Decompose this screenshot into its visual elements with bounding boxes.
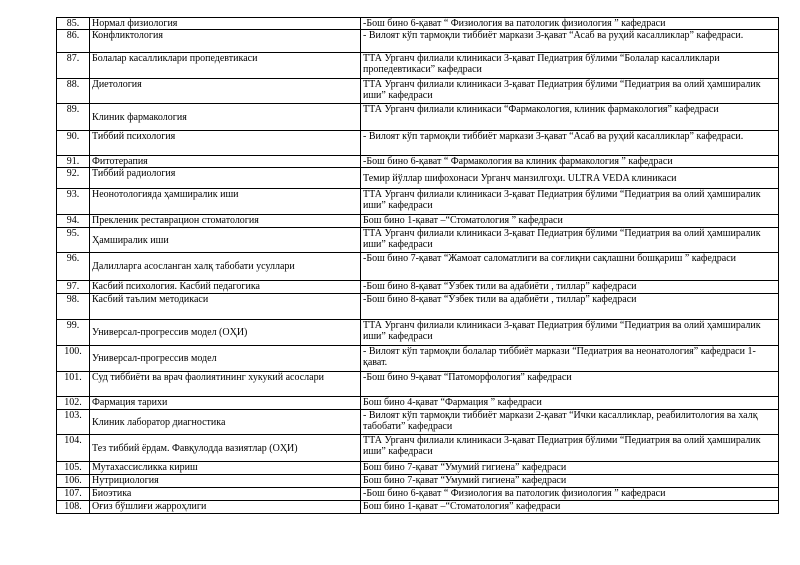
table-row <box>57 372 779 397</box>
location-text: ТТА Урганч филиали клиникаси 3-қават Педиатрия бўлими “Педиатрия ва олий ҳамширалик иши” кафедраси <box>361 228 779 253</box>
location-text: ТТА Урганч филиали клиникаси 3-қават Педиатрия бўлими “Педиатрия ва олий ҳамширалик иши” кафедраси <box>361 79 779 104</box>
table-row <box>57 189 779 215</box>
subject-name: Болалар касалликлари пропедевтикаси <box>90 53 361 79</box>
table-row <box>57 156 779 168</box>
row-number: 86. <box>57 30 90 53</box>
table-row <box>57 18 779 30</box>
table-row <box>57 346 779 372</box>
table-row <box>57 168 779 189</box>
subject-name: Диетология <box>90 79 361 104</box>
row-number: 100. <box>57 346 90 372</box>
subject-name: Мутахассисликка кириш <box>90 462 361 475</box>
table-row <box>57 79 779 104</box>
location-text: -Бош бино 8-қават “Ўзбек тили ва адабиёти , тиллар” кафедраси <box>361 294 779 320</box>
subject-name: Касбий таълим методикаси <box>90 294 361 320</box>
row-number: 89. <box>57 104 90 131</box>
table-row <box>57 435 779 462</box>
subject-name: Далилларга асосланган халқ табобати усуллари <box>90 253 361 281</box>
location-text: -Бош бино 7-қават “Жамоат саломатлиги ва соғлиқни сақлашни бошқариш ” кафедраси <box>361 253 779 281</box>
location-text: Темир йўллар шифохонаси Урганч манзилгоҳи. ULTRA VEDA клиникаси <box>361 168 779 189</box>
row-number: 88. <box>57 79 90 104</box>
location-text: -Бош бино 8-қават “Ўзбек тили ва адабиёти , тиллар” кафедраси <box>361 281 779 294</box>
location-text: ТТА Урганч филиали клиникаси 3-қават Педиатрия бўлими “Педиатрия ва олий ҳамширалик иши” кафедраси <box>361 189 779 215</box>
table-row <box>57 501 779 514</box>
table-row <box>57 397 779 410</box>
row-number: 103. <box>57 410 90 435</box>
row-number: 99. <box>57 320 90 346</box>
row-number: 95. <box>57 228 90 253</box>
table-row <box>57 104 779 131</box>
subject-name: Фитотерапия <box>90 156 361 168</box>
table-row <box>57 281 779 294</box>
subject-name: Нутрициология <box>90 475 361 488</box>
location-text: ТТА Урганч филиали клиникаси “Фармакология, клиник фармакология” кафедраси <box>361 104 779 131</box>
subject-name: Биоэтика <box>90 488 361 501</box>
table-row <box>57 253 779 281</box>
row-number: 92. <box>57 168 90 189</box>
row-number: 91. <box>57 156 90 168</box>
row-number: 105. <box>57 462 90 475</box>
table-row <box>57 30 779 53</box>
row-number: 108. <box>57 501 90 514</box>
table-row <box>57 410 779 435</box>
row-number: 90. <box>57 131 90 156</box>
location-text: Бош бино 4-қават “Фармация ” кафедраси <box>361 397 779 410</box>
location-text: ТТА Урганч филиали клиникаси 3-қават Педиатрия бўлими “Педиатрия ва олий ҳамширалик иши” кафедраси <box>361 435 779 462</box>
row-number: 101. <box>57 372 90 397</box>
subject-name: Клиник лаборатор диагностика <box>90 410 361 435</box>
row-number: 102. <box>57 397 90 410</box>
table-row <box>57 131 779 156</box>
subject-name: Прекленик реставрацион стоматология <box>90 215 361 228</box>
location-text: ТТА Урганч филиали клиникаси 3-қават Педиатрия бўлими “Болалар касалликлари пропедевтикаси” кафедраси <box>361 53 779 79</box>
row-number: 85. <box>57 18 90 30</box>
table-row <box>57 228 779 253</box>
location-text: - Вилоят кўп тармоқли болалар тиббиёт маркази “Педиатрия ва неонатология” кафедраси 1-қават. <box>361 346 779 372</box>
location-text: - Вилоят кўп тармоқли тиббиёт маркази 3-қават “Асаб ва руҳий касалликлар” кафедраси. <box>361 131 779 156</box>
subject-name: Ҳамширалик иши <box>90 228 361 253</box>
location-text: - Вилоят кўп тармоқли тиббиёт маркази 2-қават “Ички касалликлар, реабилитология ва халқ табобати” кафедраси <box>361 410 779 435</box>
subject-name: Оғиз бўшлиғи жарроҳлиги <box>90 501 361 514</box>
table-row <box>57 462 779 475</box>
location-text: -Бош бино 6-қават “ Физиология ва патологик физиология ” кафедраси <box>361 488 779 501</box>
subject-name: Универсал-прогрессив модел (ОҲИ) <box>90 320 361 346</box>
location-text: -Бош бино 6-қават “ Физиология ва патологик физиология ” кафедраси <box>361 18 779 30</box>
row-number: 107. <box>57 488 90 501</box>
row-number: 106. <box>57 475 90 488</box>
subject-name: Клиник фармакология <box>90 104 361 131</box>
subject-name: Касбий психология. Касбий педагогика <box>90 281 361 294</box>
table-row <box>57 320 779 346</box>
row-number: 87. <box>57 53 90 79</box>
table-row <box>57 215 779 228</box>
location-text: -Бош бино 9-қават “Патоморфология” кафедраси <box>361 372 779 397</box>
location-text: ТТА Урганч филиали клиникаси 3-қават Педиатрия бўлими “Педиатрия ва олий ҳамширалик иши” кафедраси <box>361 320 779 346</box>
table-row <box>57 488 779 501</box>
subject-name: Тиббий радиология <box>90 168 361 189</box>
table-row <box>57 475 779 488</box>
location-text: Бош бино 1-қават –“Стоматология” кафедраси <box>361 501 779 514</box>
location-text: -Бош бино 6-қават “ Фармакология ва клиник фармакология ” кафедраси <box>361 156 779 168</box>
location-text: Бош бино 7-қават “Умумий гигиена” кафедраси <box>361 475 779 488</box>
subject-name: Неонотологияда ҳамширалик иши <box>90 189 361 215</box>
subject-name: Тиббий психология <box>90 131 361 156</box>
subject-name: Универсал-прогрессив модел <box>90 346 361 372</box>
subject-name: Суд тиббиёти ва врач фаолиятининг хукукий асослари <box>90 372 361 397</box>
table-row <box>57 53 779 79</box>
subject-name: Нормал физиология <box>90 18 361 30</box>
location-text: - Вилоят кўп тармоқли тиббиёт маркази 3-қават “Асаб ва руҳий касалликлар” кафедраси. <box>361 30 779 53</box>
row-number: 104. <box>57 435 90 462</box>
row-number: 96. <box>57 253 90 281</box>
subject-name: Фармация тарихи <box>90 397 361 410</box>
table-row <box>57 294 779 320</box>
subject-name: Тез тиббий ёрдам. Фавқулодда вазиятлар (ОҲИ) <box>90 435 361 462</box>
row-number: 93. <box>57 189 90 215</box>
department-location-table <box>56 17 779 514</box>
row-number: 98. <box>57 294 90 320</box>
location-text: Бош бино 7-қават “Умумий гигиена” кафедраси <box>361 462 779 475</box>
row-number: 94. <box>57 215 90 228</box>
row-number: 97. <box>57 281 90 294</box>
subject-name: Конфликтология <box>90 30 361 53</box>
location-text: Бош бино 1-қават –“Стоматология ” кафедраси <box>361 215 779 228</box>
